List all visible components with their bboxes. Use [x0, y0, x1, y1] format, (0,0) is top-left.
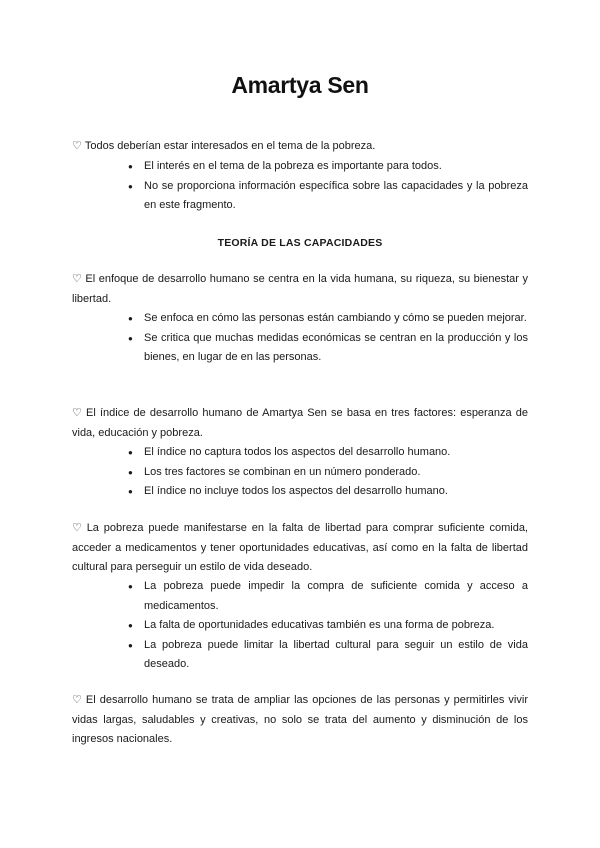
intro-paragraph [72, 137, 528, 157]
list-item: ● Se critica que muchas medidas económicas se centran en la producción y los bienes, en lugar de en las personas. [144, 329, 528, 368]
list-item: ● Los tres factores se combinan en un número ponderado. [144, 463, 528, 483]
heart-icon: ♡ [72, 407, 83, 419]
list-item: ● La falta de oportunidades educativas también es una forma de pobreza. [144, 616, 528, 636]
intro-text: Todos deberían estar interesados en el tema de la pobreza. [84, 140, 376, 152]
list-item: ● Se enfoca en cómo las personas están cambiando y cómo se pueden mejorar. [144, 309, 528, 329]
heart-icon: ♡ [72, 273, 83, 285]
section-bullet-list [144, 577, 528, 675]
section-text: La pobreza puede manifestarse en la falta de libertad para comprar suficiente comida, acceder a medicamentos y tener oportunidades educativas, así como en la falta de libertad cultural para perseguir un estilo de vida deseado. [72, 522, 528, 574]
heart-icon: ♡ [72, 140, 82, 152]
list-item: ● El interés en el tema de la pobreza es importante para todos. [144, 157, 528, 177]
section-bullet-list [144, 443, 528, 502]
list-item: ● La pobreza puede impedir la compra de suficiente comida y acceso a medicamentos. [144, 577, 528, 616]
section-paragraph [72, 270, 528, 309]
section-paragraph [72, 519, 528, 578]
heart-icon: ♡ [72, 522, 84, 534]
document-title: Amartya Sen [231, 72, 369, 98]
section-text: El enfoque de desarrollo humano se centra en la vida humana, su riqueza, su bienestar y libertad. [72, 273, 528, 305]
section-text: El índice de desarrollo humano de Amartya Sen se basa en tres factores: esperanza de vida, educación y pobreza. [72, 407, 528, 439]
intro-bullet-list [144, 157, 528, 216]
list-item: ● La pobreza puede limitar la libertad cultural para seguir un estilo de vida deseado. [144, 636, 528, 675]
heart-icon: ♡ [72, 694, 83, 706]
list-item: ● No se proporciona información específica sobre las capacidades y la pobreza en este fragmento. [144, 177, 528, 216]
section-paragraph [72, 404, 528, 443]
section-text: El desarrollo humano se trata de ampliar las opciones de las personas y permitirles vivir vidas largas, saludables y creativas, no solo se trata del aumento y disminución de los ingresos nacionales. [72, 694, 528, 746]
section-bullet-list [144, 309, 528, 368]
section-heading: TEORÍA DE LAS CAPACIDADES [217, 237, 383, 249]
list-item: ● El índice no captura todos los aspectos del desarrollo humano. [144, 443, 528, 463]
section-paragraph [72, 691, 528, 750]
list-item: ● El índice no incluye todos los aspectos del desarrollo humano. [144, 482, 528, 502]
